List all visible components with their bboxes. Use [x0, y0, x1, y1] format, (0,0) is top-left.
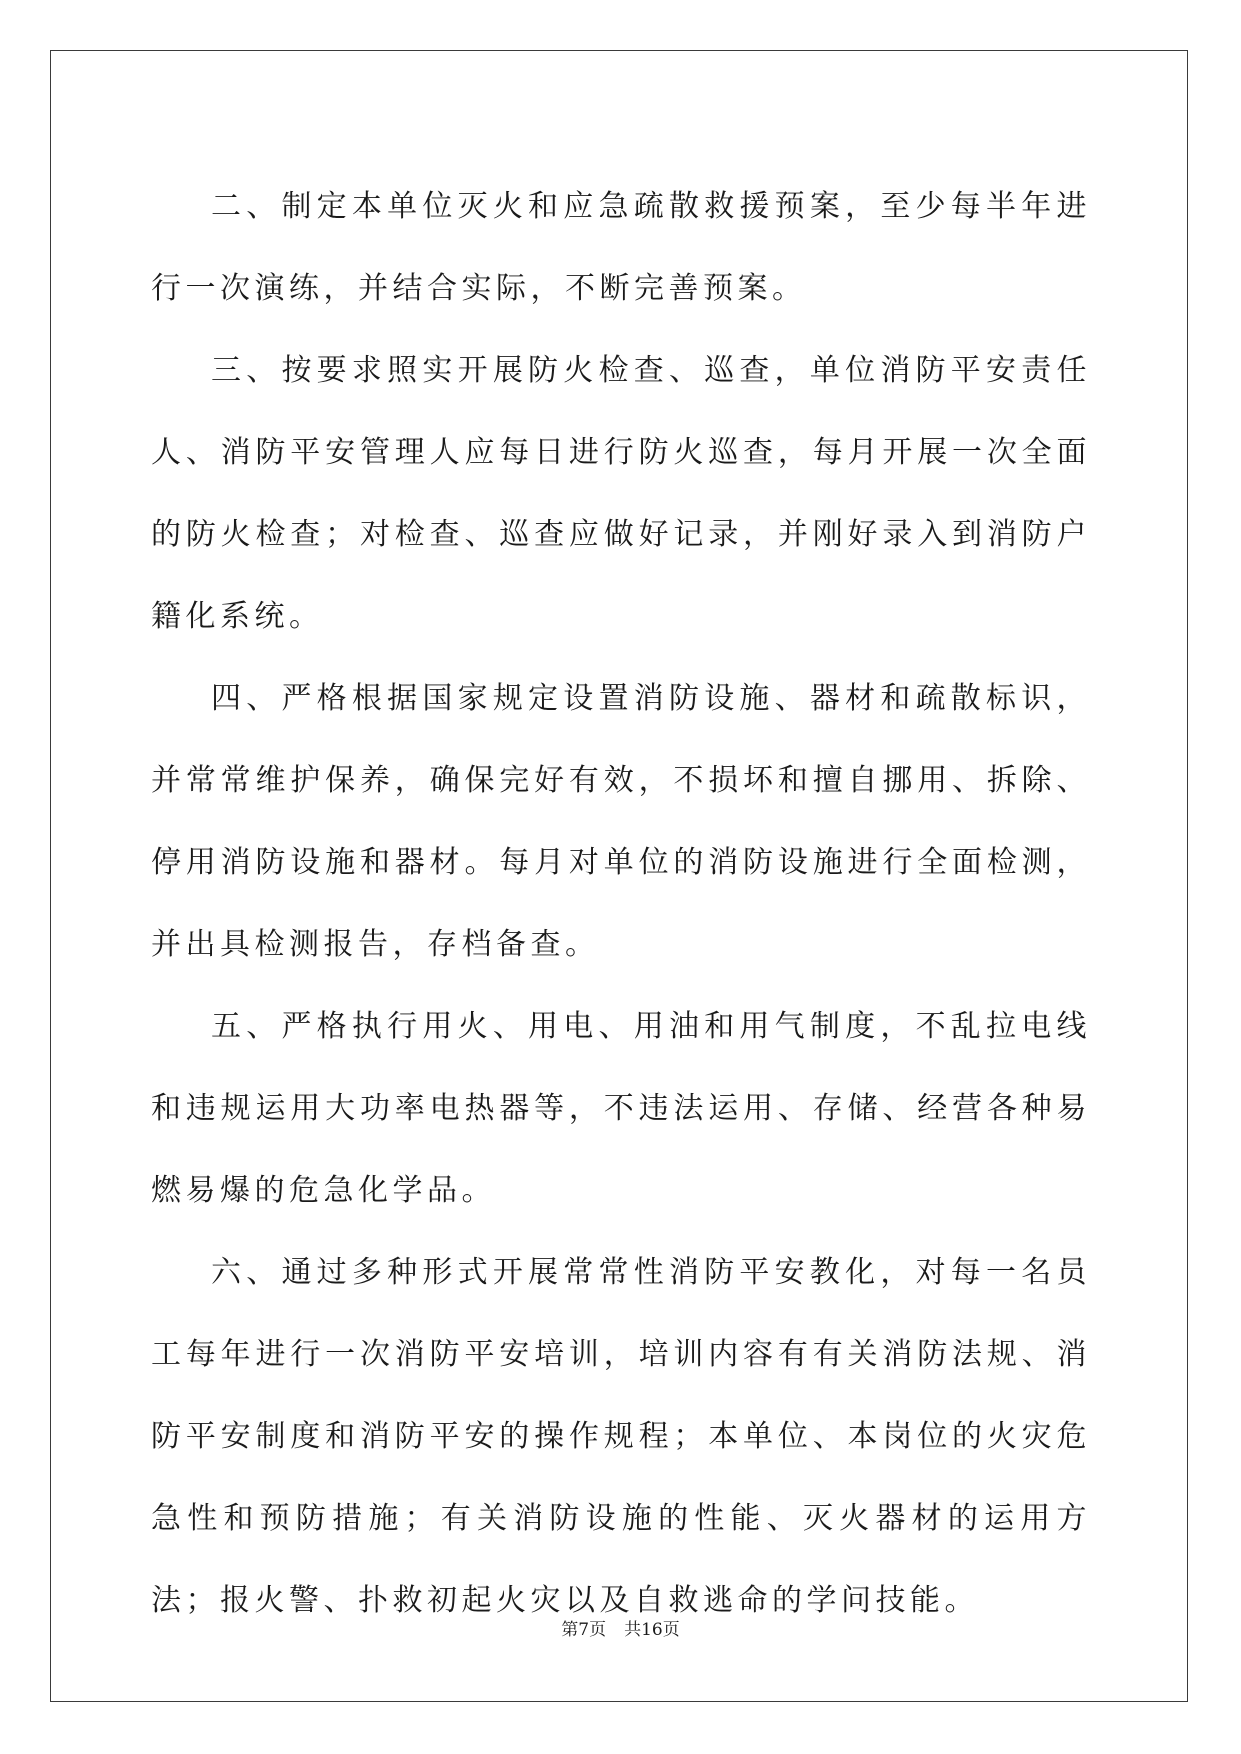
page-total: 共16页 — [624, 1620, 680, 1640]
paragraph-2: 二、制定本单位灭火和应急疏散救援预案，至少每半年进行一次演练，并结合实际，不断完善预案。 — [151, 189, 1091, 306]
paragraph-3: 三、按要求照实开展防火检查、巡查，单位消防平安责任人、消防平安管理人应每日进行防火巡查，每月开展一次全面的防火检查；对检查、巡查应做好记录，并刚好录入到消防户籍化系统。 — [151, 353, 1091, 634]
page-footer — [0, 1615, 1241, 1640]
document-body — [151, 166, 1091, 1642]
paragraph-6: 六、通过多种形式开展常常性消防平安教化，对每一名员工每年进行一次消防平安培训，培训内容有有关消防法规、消防平安制度和消防平安的操作规程；本单位、本岗位的火灾危急性和预防措施；有关消防设施的性能、灭火器材的运用方法；报火警、扑救初起火灾以及自救逃命的学问技能。 — [151, 1255, 1091, 1618]
paragraph-4: 四、严格根据国家规定设置消防设施、器材和疏散标识，并常常维护保养，确保完好有效，不损坏和擅自挪用、拆除、停用消防设施和器材。每月对单位的消防设施进行全面检测，并出具检测报告，存档备查。 — [151, 681, 1091, 962]
page-number: 第7页 — [561, 1620, 607, 1640]
paragraph-5: 五、严格执行用火、用电、用油和用气制度，不乱拉电线和违规运用大功率电热器等，不违法运用、存储、经营各种易燃易爆的危急化学品。 — [151, 1009, 1091, 1208]
